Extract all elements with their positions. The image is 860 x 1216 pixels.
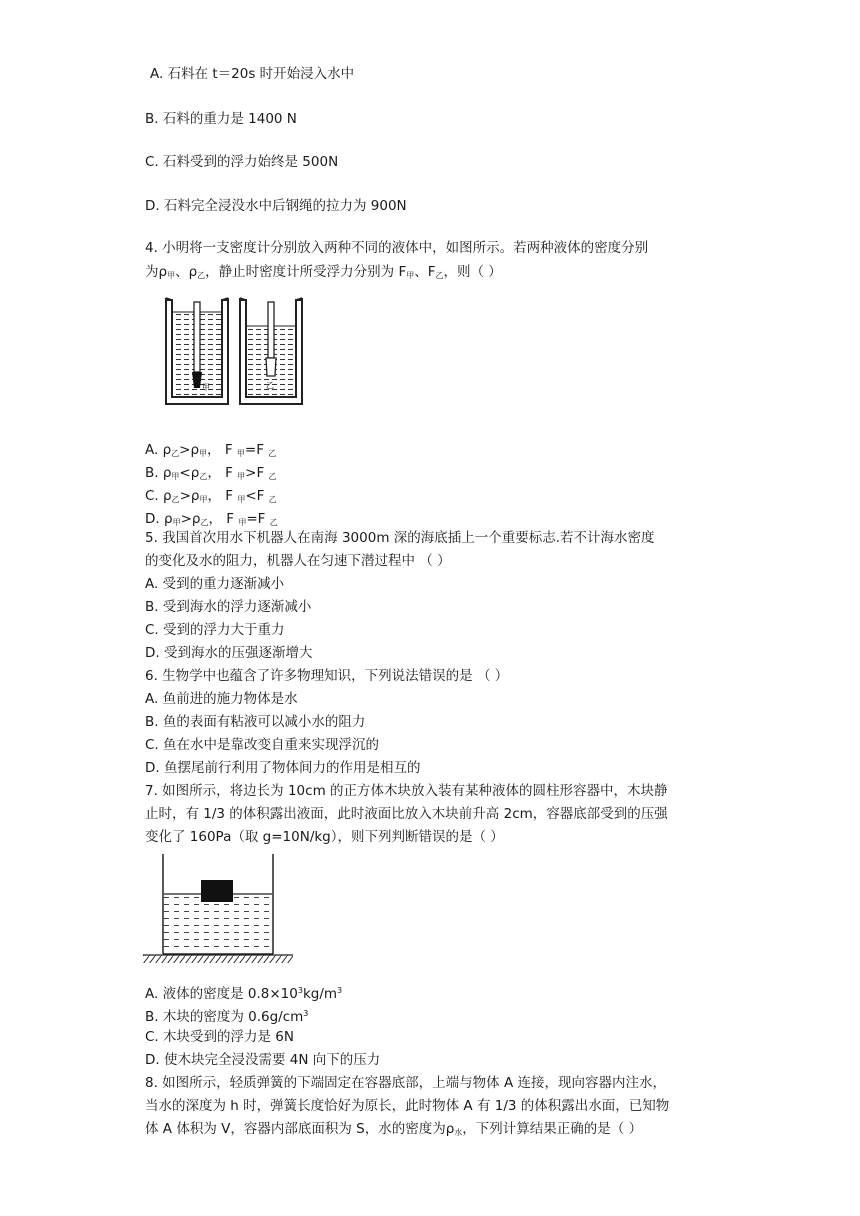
q7-option-d: D. 使木块完全浸没需要 4N 向下的压力: [145, 1052, 381, 1068]
q4-stem-line2: 为$\rho_甲$、$\rho_乙$，静止时密度计所受浮力分别为 $F_甲$、$F_乙$，则（ ）: [145, 264, 502, 280]
q3-option-b: B. 石料的重力是 1400 N: [145, 111, 297, 127]
beaker-yi-label: 乙: [266, 381, 274, 390]
q5-stem-line1: 5. 我国首次用水下机器人在南海 3000m 深的海底插上一个重要标志.若不计海水密度: [145, 530, 655, 546]
q5-option-b: B. 受到海水的浮力逐渐减小: [145, 599, 312, 615]
q6-option-a: A. 鱼前进的施力物体是水: [145, 691, 298, 707]
q6-option-c: C. 鱼在水中是靠改变自重来实现浮沉的: [145, 737, 380, 753]
beaker-jia: [166, 298, 228, 404]
q6-stem: 6. 生物学中也蕴含了许多物理知识，下列说法错误的是 （ ）: [145, 668, 509, 684]
q6-option-b: B. 鱼的表面有粘液可以减小水的阻力: [145, 714, 366, 730]
q6-option-d: D. 鱼摆尾前行利用了物体间力的作用是相互的: [145, 760, 421, 776]
q4-option-a: A. $\rho_乙>\rho_甲$， F $_甲$=F $_乙$: [145, 442, 277, 458]
q8-stem-line1: 8. 如图所示，轻质弹簧的下端固定在容器底部，上端与物体 A 连接，现向容器内注水，: [145, 1075, 666, 1091]
beaker-jia-label: 甲: [202, 383, 210, 392]
q4-option-c: C. $\rho_乙>\rho_甲$， F $_甲$<F $_乙$: [145, 488, 277, 504]
q7-option-a: A. 液体的密度是 $0.8\times 10^3kg/m^3$: [145, 986, 343, 1002]
q7-option-c: C. 木块受到的浮力是 6N: [145, 1029, 294, 1045]
q3-option-d: D. 石料完全浸没水中后钢绳的拉力为 900N: [145, 198, 407, 214]
q5-option-a: A. 受到的重力逐渐减小: [145, 576, 285, 592]
q3-option-a: A. 石料在 t＝20s 时开始浸入水中: [150, 66, 355, 82]
q4-stem-line1: 4. 小明将一支密度计分别放入两种不同的液体中，如图所示。若两种液体的密度分别: [145, 240, 649, 256]
q5-stem-line2: 的变化及水的阻力，机器人在匀速下潜过程中 （ ）: [145, 553, 451, 569]
q7-stem-line3: 变化了 160Pa（取 g=10N/kg），则下列判断错误的是（ ）: [145, 829, 504, 845]
q8-stem-line2: 当水的深度为 h 时，弹簧长度恰好为原长，此时物体 A 有 1/3 的体积露出水面，已知物: [145, 1098, 670, 1114]
q4-option-b: B. $\rho_甲<\rho_乙$， F $_甲$>F $_乙$: [145, 465, 277, 481]
q7-option-b: B. 木块的密度为 $0.6g/cm^3$: [145, 1009, 309, 1025]
q5-option-c: C. 受到的浮力大于重力: [145, 622, 285, 638]
q3-option-c: C. 石料受到的浮力始终是 500N: [145, 154, 339, 170]
q4-option-d: D. $\rho_甲>\rho_乙$， F $_甲$=F $_乙$: [145, 511, 278, 527]
q7-container-figure: [143, 852, 293, 970]
wooden-block: [201, 880, 233, 902]
q7-stem-line1: 7. 如图所示，将边长为 10cm 的正方体木块放入装有某种液体的圆柱形容器中，木块静: [145, 783, 668, 799]
q8-stem-line3: 体 A 体积为 V，容器内部底面积为 S，水的密度为$\rho_水$，下列计算结果正确的是（ ）: [145, 1121, 643, 1137]
q5-option-d: D. 受到海水的压强逐渐增大: [145, 645, 313, 661]
q7-stem-line2: 止时，有 1/3 的体积露出液面，此时液面比放入木块前升高 2cm，容器底部受到的压强: [145, 806, 668, 822]
q4-hydrometer-figure: [160, 292, 310, 410]
